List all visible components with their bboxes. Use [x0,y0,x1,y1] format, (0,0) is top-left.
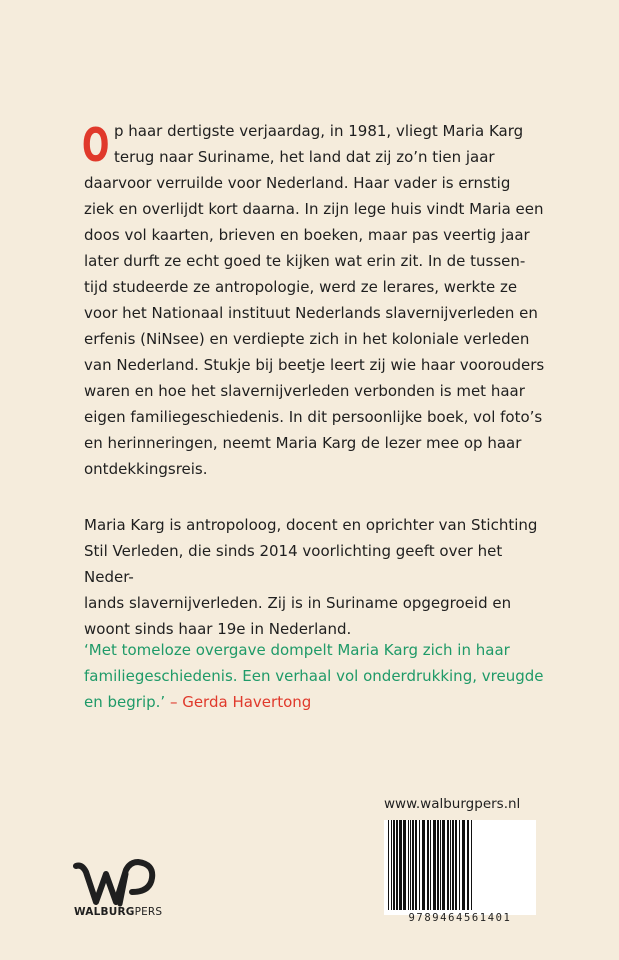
synopsis-line: doos vol kaarten, brieven en boeken, maar pas veertig jaar [84,226,530,244]
barcode-bar [399,820,402,910]
synopsis-line: tijd studeerde ze antropologie, werd ze lerares, werkte ze [84,278,518,296]
synopsis-line: van Nederland. Stukje bij beetje leert zij wie haar voorouders [84,356,545,374]
barcode-bar [471,820,472,910]
barcode-bar [415,820,417,910]
synopsis-line: waren en hoe het slavernijverleden verbonden is met haar [84,382,525,400]
synopsis-line: daarvoor verruilde voor Nederland. Haar vader is ernstig [84,174,511,192]
barcode-bar [455,820,457,910]
bio-line: Stil Verleden, die sinds 2014 voorlichting geeft over het Neder- [84,542,503,586]
quote-text: en begrip.’ [84,693,166,711]
barcode-bar [462,820,465,910]
quote-attribution: – Gerda Havertong [165,693,312,711]
synopsis-line: en herinneringen, neemt Maria Karg de lezer mee op haar [84,434,522,452]
author-bio [84,512,554,642]
barcode-bar [393,820,395,910]
barcode-bar [433,820,436,910]
barcode-bar [391,820,392,910]
barcode-bar [427,820,429,910]
barcode-bars [384,820,536,915]
synopsis-line: terug naar Suriname, het land dat zij zo’n tien jaar [114,148,495,166]
logo-light: PERS [134,906,163,918]
bio-line: Maria Karg is antropoloog, docent en oprichter van Stichting [84,516,538,534]
barcode-bar [467,820,469,910]
synopsis [84,118,554,482]
synopsis-line: later durft ze echt goed te kijken wat erin zit. In de tussen- [84,252,526,270]
synopsis-line: p haar dertigste verjaardag, in 1981, vliegt Maria Karg [114,122,524,140]
barcode-bar [442,820,445,910]
barcode-bar [408,820,409,910]
synopsis-line: eigen familiegeschiedenis. In dit persoonlijke boek, vol foto’s [84,408,543,426]
barcode-bar [403,820,406,910]
barcode-bar [450,820,451,910]
barcode-bar [412,820,414,910]
barcode-bar [447,820,449,910]
synopsis-line: voor het Nationaal instituut Nederlands slavernijverleden en [84,304,538,322]
synopsis-line: ontdekkingsreis. [84,460,208,478]
barcode-bar [452,820,454,910]
barcode [384,820,536,915]
synopsis-line: ziek en overlijdt kort daarna. In zijn lege huis vindt Maria een [84,200,544,218]
quote-line: familiegeschiedenis. Een verhaal vol onderdrukking, vreugde [84,667,544,685]
barcode-bar [440,820,441,910]
drop-cap: O [82,118,110,172]
barcode-bar [459,820,460,910]
publisher-logo-text [74,906,162,918]
barcode-bar [388,820,389,910]
bio-line: lands slavernijverleden. Zij is in Suriname opgegroeid en [84,594,512,612]
synopsis-line: erfenis (NiNsee) en verdiepte zich in het koloniale verleden [84,330,530,348]
barcode-bar [437,820,439,910]
barcode-bar [419,820,420,910]
review-quote [84,637,554,715]
quote-line [84,689,554,715]
barcode-bar [430,820,431,910]
publisher-url[interactable]: www.walburgpers.nl [384,796,521,812]
barcode-bar [422,820,425,910]
barcode-bar [396,820,398,910]
quote-line: ‘Met tomeloze overgave dompelt Maria Karg zich in haar [84,641,510,659]
logo-bold: WALBURG [74,906,135,918]
barcode-bar [410,820,411,910]
bio-line: woont sinds haar 19e in Nederland. [84,620,352,638]
isbn-number: 9789464561401 [408,912,512,924]
